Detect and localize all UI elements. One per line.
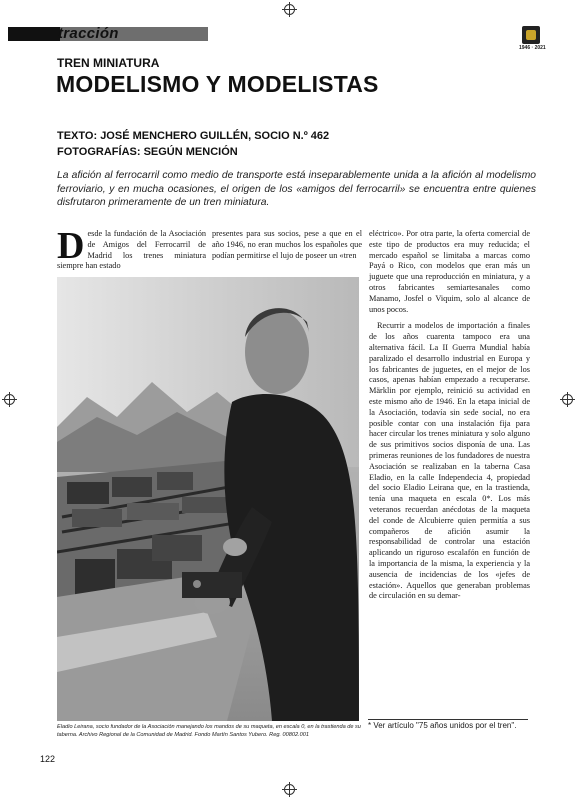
article-title: MODELISMO Y MODELISTAS xyxy=(56,71,379,97)
association-logo xyxy=(519,26,546,52)
lead-paragraph: La afición al ferrocarril como medio de transporte está inseparablemente unida a la afición al modelismo ferroviario, y en mucha ocasiones, el origen de los «amigos del ferrocarril» se encuentra entre quienes disfrutaron primeramente de un tren miniatura. xyxy=(57,170,536,208)
article-photo xyxy=(57,277,359,721)
footnote: * Ver artículo "75 años unidos por el tren". xyxy=(368,721,517,730)
body-column-3 xyxy=(369,229,530,608)
registration-mark-right xyxy=(562,394,573,405)
body-paragraph: presentes para sus socios, pese a que en el año 1946, no eran muchos los españoles que podían permitirse el lujo de poseer un «tren xyxy=(212,229,362,260)
footnote-divider xyxy=(368,719,528,720)
registration-mark-left xyxy=(4,394,15,405)
body-column-1 xyxy=(57,225,206,278)
article-credits xyxy=(57,128,329,160)
photo-caption: Eladio Leirana, socio fundador de la Asociación manejando los mandos de su maqueta, en escala 0, en la trastienda de su taberna. Archivo Regional de la Comunidad de Madrid. Fondo Martín Santos Yubero. Reg. 00802.001 xyxy=(57,724,361,738)
registration-mark-top xyxy=(284,4,295,15)
body-paragraph: Recurrir a modelos de importación a finales de los años cuarenta tampoco era una alternativa fácil. La II Guerra Mundial había paralizado el desarrollo industrial en Europa y los fabricantes de juguetes, en el mejor de los casos, apenas habían empezado a recuperarse. Märklin por ejemplo, reinició su actividad en este mismo año de 1946. En la etapa inicial de la Asociación, todavía sin sede social, no era posible contar con una instalación fija para hacer circular los trenes miniatura y solo alguno de sus primitivos socios disponía de una. Las primeras reuniones de los fundadores de nuestra Asociación se realizaban en la taberna Casa Eladio, en la calle Independecia 4, propiedad del socio Eladio Leirana que, en la trastienda, tenía una maqueta en escala 0*. Los más veteranos recuerdan anécdotas de la maqueta del conde de Alcubierre quien permitía a sus compañeros de afición asumir la responsabilidad de controlar una estación aplicando un riguroso escalafón en función de la importancia de la misma, la experiencia y la ausencia de incidencias de los «jefes de estación». Aquellos que generaban problemas de circulación en su demar- xyxy=(369,321,530,601)
section-label: tracción xyxy=(58,25,119,42)
author-credit: TEXTO: JOSÉ MENCHERO GUILLÉN, SOCIO N.º 462 xyxy=(57,130,330,142)
photo-credit: FOTOGRAFÍAS: SEGÚN MENCIÓN xyxy=(57,146,238,158)
body-paragraph: Desde la fundación de la Asociación de Amigos del Ferrocarril de Madrid los trenes miniatura siempre han estado xyxy=(57,225,206,271)
article-kicker: TREN MINIATURA xyxy=(57,56,160,70)
logo-badge-icon xyxy=(522,26,540,44)
registration-mark-bottom xyxy=(284,784,295,795)
drop-cap: D xyxy=(57,225,85,267)
body-column-2 xyxy=(212,229,362,267)
body-paragraph: eléctrico». Por otra parte, la oferta comercial de este tipo de productos era muy reducida; el mercado español se limitaba a marcas como Payá o Rico, con modelos que eran más un juguete que una reproducción en miniatura, y a otros fabricantes semiartesanales como Manamo, Josfel o Viquim, solo al alcance de unos pocos. xyxy=(369,229,530,314)
logo-years: 1946 · 2021 xyxy=(519,45,546,51)
page-number: 122 xyxy=(40,754,56,764)
